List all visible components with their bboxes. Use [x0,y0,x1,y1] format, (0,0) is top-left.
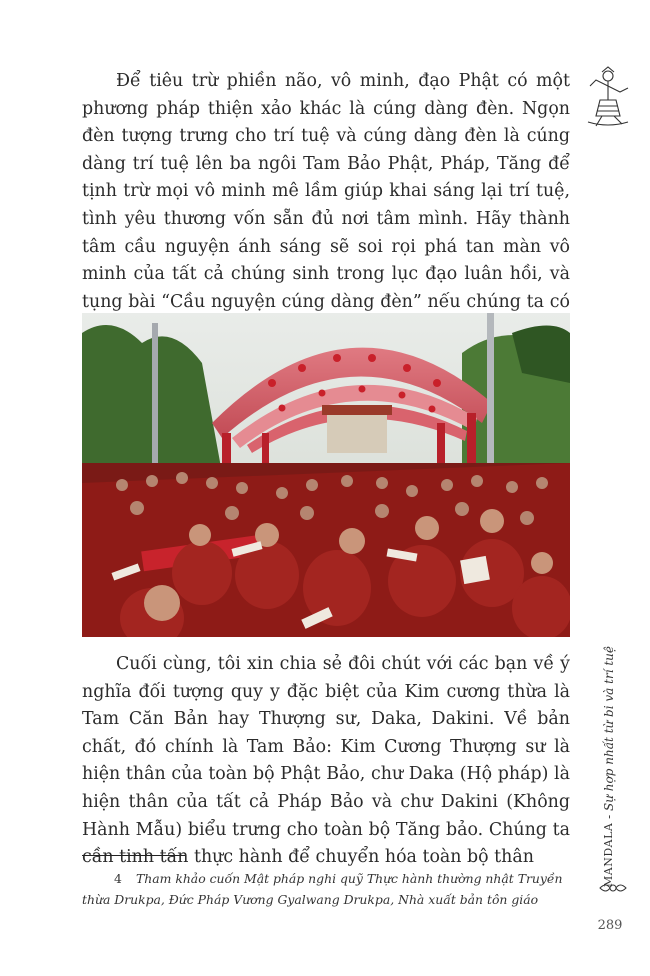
running-title-separator: - [602,810,616,823]
ornament-icon [598,880,628,894]
paragraph-1-text: Để tiêu trừ phiền não, vô minh, đạo Phật có một phương pháp thiện xảo khác là cúng dàng đèn. Ngọn đèn tượng trưng cho trí tuệ và cúng dàng đèn là cúng dàng trí tuệ lên ba ngôi Tam Bảo Phật, Pháp, Tăng để tịnh trừ mọi vô minh mê lầm giúp khai sáng lại trí tuệ, tình yêu thương vốn sẵn đủ nơi tâm mình. Hãy thành tâm cầu nguyện ánh sáng sẽ soi rọi phá tan màn vô minh của tất cả chúng sinh trong lục đạo luân hồi, và tụng bài “Cầu nguyện cúng dàng đèn” nếu chúng ta có [82,71,570,312]
running-title-subtitle: Sự hợp nhất từ bi và trí tuệ [602,645,616,811]
footnote-divider [82,855,185,856]
body-paragraph-2: Cuối cùng, tôi xin chia sẻ đôi chút với các bạn về ý nghĩa đối tượng quy y đặc biệt của Kim cương thừa là Tam Căn Bản hay Thượng sư, Daka, Dakini. Về bản chất, đó chính là Tam Bảo: Kim Cương Thượng sư là hiện thân của toàn bộ Phật Bảo, chư Daka (Hộ pháp) là hiện thân của tất cả Pháp Bảo và chư Dakini (Không Hành Mẫu) biểu trưng cho toàn bộ Tăng bảo. Chúng ta cần tinh tấn thực hành để chuyển hóa toàn bộ thân [82,654,570,868]
monks-gathering-photo [82,313,570,637]
footnote [82,868,574,910]
body-paragraph-1 [82,68,570,348]
footnote-number: 4 [114,871,122,886]
dakini-figure-icon [582,66,634,128]
running-title [602,645,624,887]
footnote-text: Tham khảo cuốn Mật pháp nghi quỹ Thực hành thường nhật Truyền thừa Drukpa, Đức Pháp Vương Gyalwang Drukpa, Nhà xuất bản tôn giáo [82,871,563,907]
page-number: 289 [597,918,623,933]
running-title-brand: MANDALA [602,822,615,887]
